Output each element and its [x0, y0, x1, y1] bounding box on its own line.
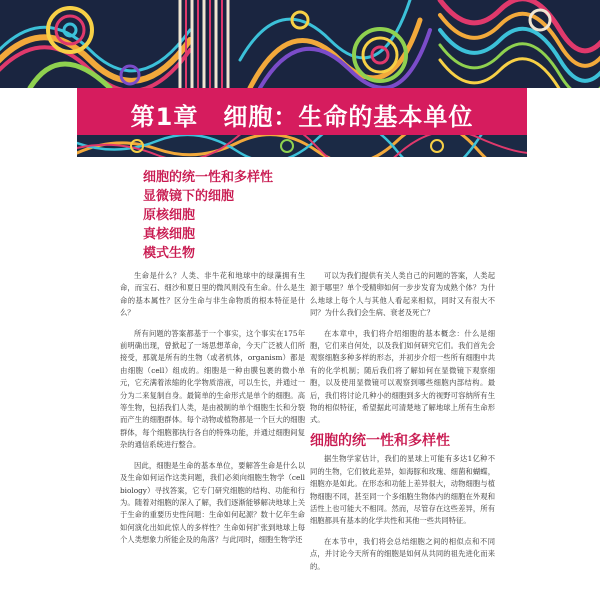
body-paragraph: 在本章中，我们将介绍细胞的基本概念：什么是细胞，它们来自何处，以及我们如何研究它们。我们首先会观察细胞多种多样的形态，并初步介绍一些所有细胞中共有的化学机制；随后我们将了解如何在显微镜下观察细胞，以及使用显微镜可以观察到哪些细胞内部结构。最后，我们将讨论几种小的细胞到多大的视野可容纳所有生物的相似特征，希望据此可清楚地了解地球上所有生命形式。 [310, 328, 495, 425]
body-paragraph: 在本节中，我们将会总结细胞之间的相似点和不同点，并讨论今天所有的细胞是如何从共同的祖先进化而来的。 [310, 536, 495, 571]
decorative-title-strip [77, 135, 527, 157]
section-list [143, 168, 273, 263]
body-paragraph: 生命是什么？人类、非牛花和地球中的绿藻拥有生命，而宝石、细沙和夏日里的微风则没有生命。什么是生命的基本属性？区分生命与非生命物质的根本特征是什么？ [120, 271, 305, 318]
chapter-title: 第1章 细胞：生命的基本单位 [130, 103, 474, 131]
chapter-title-bar [77, 88, 527, 135]
section-item[interactable]: 真核细胞 [143, 227, 196, 242]
left-text-column [120, 270, 305, 547]
section-item[interactable]: 显微镜下的细胞 [143, 189, 235, 204]
right-text-column [310, 270, 495, 573]
body-paragraph: 据生物学家估计，我们的星球上可能有多达1亿种不同的生物，它们彼此差异，如海豚和玫瑰、细菌和蝴蝶，细胞亦是如此。在形态和功能上差异很大，动物细胞与植物细胞不同，甚至同一个多细胞生物体内的细胞在外观和活性上也可能大不相同。然而，尽管存在这些差异，所有细胞都具有基本的化学共性和其他一些共同特征。 [310, 454, 495, 526]
section-item[interactable]: 细胞的统一性和多样性 [143, 170, 274, 185]
decorative-header-art [0, 0, 600, 88]
body-paragraph: 所有问题的答案都基于一个事实，这个事实在175年前明确出现，曾掀起了一场思想革命，今天广泛被人们所接受，那就是所有的生物（或者机体，organism）都是由细胞（cell）组成的。细胞是一种由膜包裹的微小单元，它充满着浓缩的化学物质溶液，可以生长，并通过一分为二来复制自身。最简单的生命形式是单个的细胞。高等生物，包括我们人类，是由被制的单个细胞生长和分裂而产生的细胞群体。每个动物或植物都是一个巨大的细胞群体，每个细胞都执行各自的特殊功能，并通过细胞间复杂的通信系统进行整合。 [120, 328, 305, 450]
body-paragraph: 因此，细胞是生命的基本单位，要解答生命是什么以及生命如何运作这类问题，我们必须向细胞生物学（cell biology）寻找答案，它专门研究细胞的结构、功能和行为。随着对细胞的深入了解，我们逐渐能够解决地球上关于生命的重要历史性问题：生命如何起源？数十亿年生命如何演化出如此惊人的多样性？生命如何扩张到地球上每个人类想象力所能企及的角落？与此同时，细胞生物学还 [120, 460, 305, 545]
section-item[interactable]: 原核细胞 [143, 208, 196, 223]
section-heading: 细胞的统一性和多样性 [310, 432, 450, 449]
body-paragraph: 可以为我们提供有关人类自己的问题的答案，人类起源于哪里？单个受精卵如何一步步发育为成熟个体？为什么地球上每个人与其他人看起来相似，同时又有很大不同？为什么我们会生病、衰老及死亡？ [310, 271, 495, 318]
section-item[interactable]: 模式生物 [143, 246, 196, 261]
